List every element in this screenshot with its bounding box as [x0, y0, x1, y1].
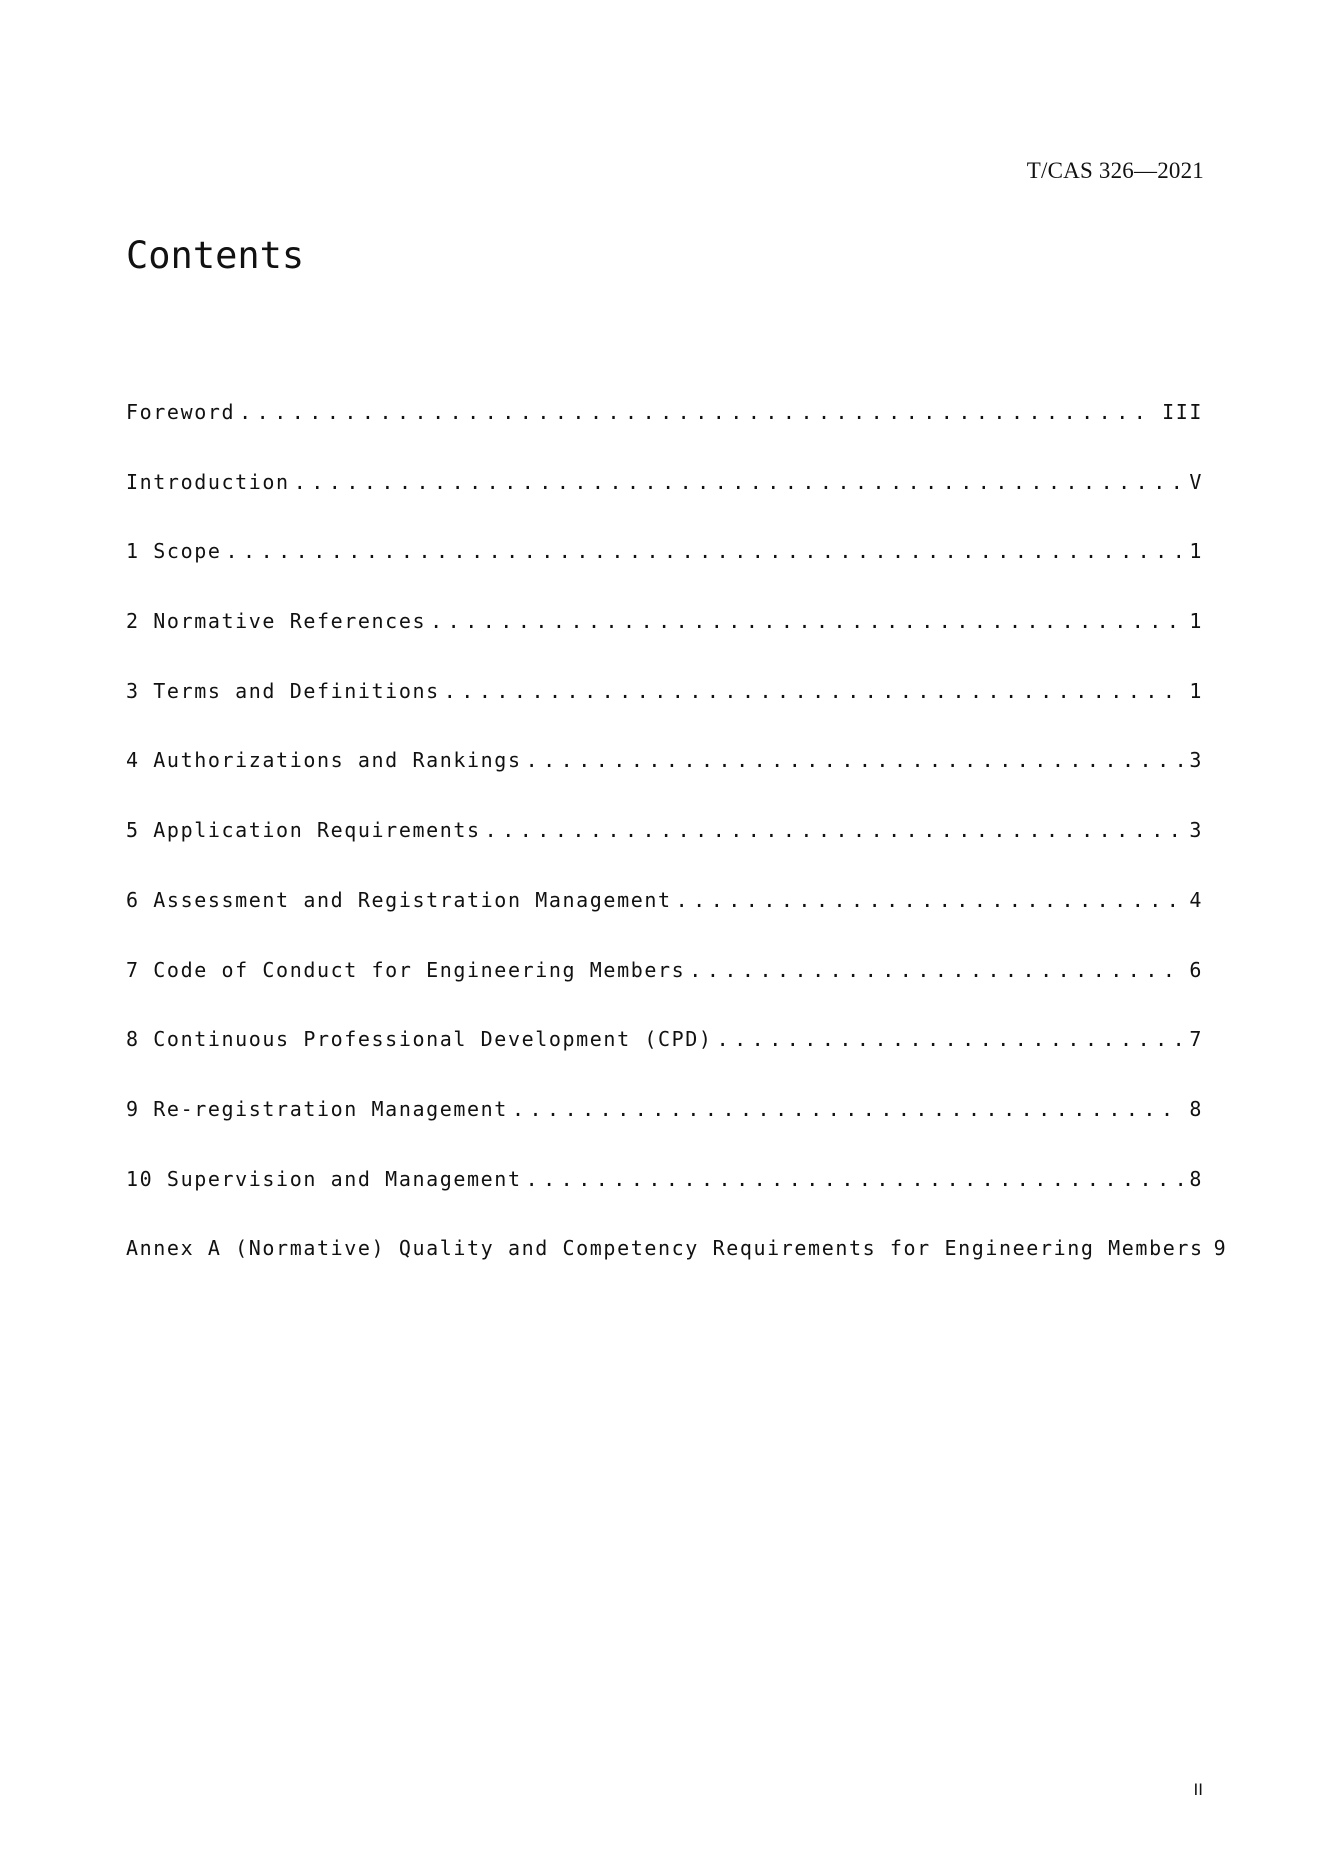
dot-leader [512, 1097, 1183, 1121]
toc-entry-supervision-and-management[interactable] [126, 1167, 1203, 1237]
toc-entry-title: 10 Supervision and Management [126, 1166, 522, 1191]
toc-entry-page: 7 [1189, 1027, 1203, 1052]
dot-leader [430, 609, 1183, 633]
document-code: T/CAS 326—2021 [1026, 158, 1204, 183]
toc-entry-title: Introduction [126, 469, 290, 494]
toc-entry-page: III [1162, 400, 1203, 424]
dot-leader [239, 400, 1156, 424]
dot-leader [444, 679, 1184, 703]
dot-leader [526, 1167, 1184, 1191]
toc-entry-page: 3 [1189, 748, 1203, 773]
dot-leader [689, 958, 1183, 982]
toc-entry-page: V [1189, 469, 1203, 494]
toc-list [126, 400, 1228, 1306]
toc-entry-authorizations-and-rankings[interactable] [126, 748, 1203, 818]
toc-entry-title: 9 Re-registration Management [126, 1096, 508, 1121]
toc-entry-terms-and-definitions[interactable] [126, 679, 1203, 749]
toc-entry-page: 8 [1189, 1166, 1203, 1191]
toc-entry-page: 1 [1189, 678, 1203, 703]
dot-leader [485, 818, 1184, 842]
toc-entry-title: 4 Authorizations and Rankings [126, 748, 522, 773]
toc-entry-page: 1 [1189, 609, 1203, 634]
toc-entry-title: 1 Scope [126, 539, 222, 564]
toc-entry-assessment-and-registration[interactable] [126, 888, 1203, 958]
toc-entry-application-requirements[interactable] [126, 818, 1203, 888]
toc-entry-title: 2 Normative References [126, 609, 427, 634]
toc-entry-title: Annex A (Normative) Quality and Competency Requirements for Engineering Members [126, 1236, 1204, 1261]
toc-entry-page: 4 [1189, 887, 1203, 912]
toc-entry-annex-a[interactable] [126, 1236, 1228, 1306]
page-number: II [1193, 1780, 1203, 1799]
dot-leader [717, 1027, 1184, 1051]
toc-entry-title: 6 Assessment and Registration Management [126, 887, 672, 912]
toc-entry-normative-references[interactable] [126, 609, 1203, 679]
toc-entry-title: 5 Application Requirements [126, 818, 481, 843]
toc-entry-code-of-conduct[interactable] [126, 958, 1203, 1028]
toc-entry-page: 6 [1189, 957, 1203, 982]
toc-entry-title: 3 Terms and Definitions [126, 678, 440, 703]
toc-entry-title: Foreword [126, 400, 236, 424]
toc-entry-scope[interactable] [126, 539, 1203, 609]
toc-entry-title: 8 Continuous Professional Development (CPD) [126, 1027, 713, 1052]
toc-entry-title: 7 Code of Conduct for Engineering Members [126, 957, 686, 982]
toc-entry-introduction[interactable] [126, 470, 1203, 540]
toc-entry-foreword[interactable] [126, 400, 1203, 470]
dot-leader [226, 539, 1184, 563]
toc-entry-re-registration[interactable] [126, 1097, 1203, 1167]
toc-heading: Contents [126, 234, 305, 277]
toc-entry-page: 9 [1213, 1236, 1228, 1261]
dot-leader [526, 748, 1184, 772]
toc-entry-page: 8 [1189, 1096, 1203, 1121]
toc-entry-page: 3 [1189, 818, 1203, 843]
toc-entry-page: 1 [1189, 539, 1203, 564]
toc-entry-continuous-professional-development[interactable] [126, 1027, 1203, 1097]
dot-leader [676, 888, 1184, 912]
dot-leader [294, 470, 1184, 494]
